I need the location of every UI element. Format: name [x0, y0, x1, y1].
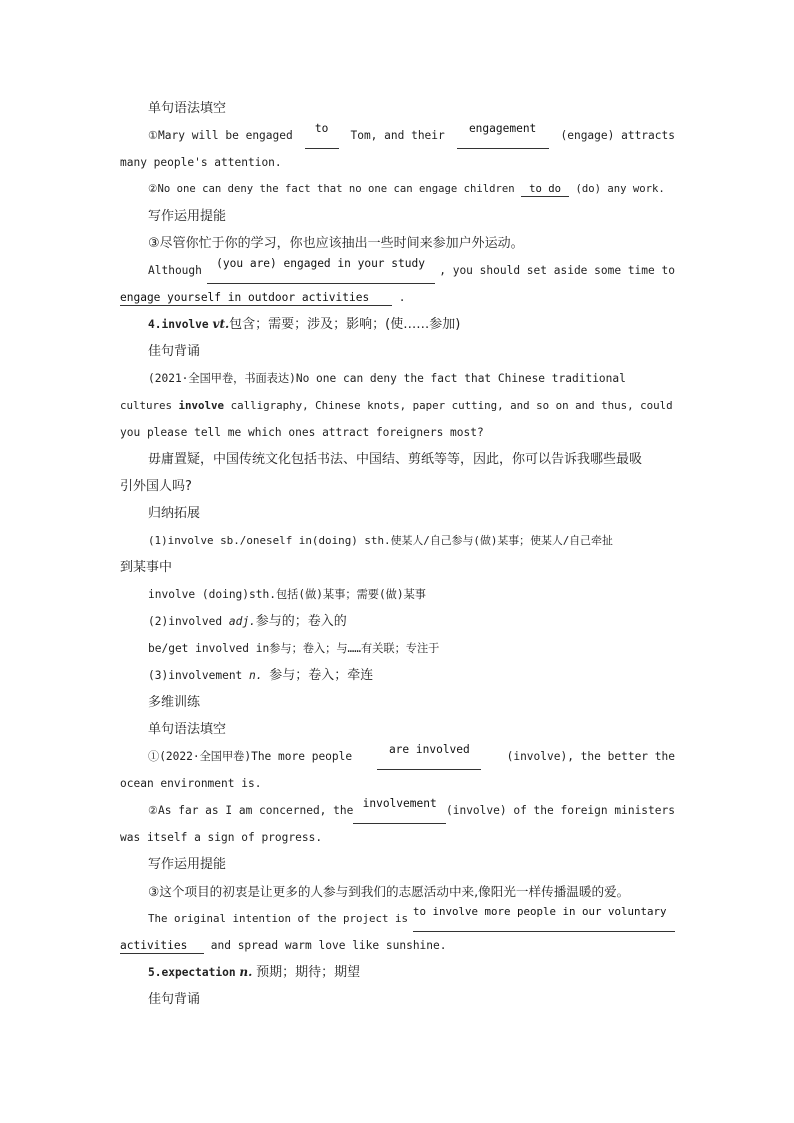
exercise-line: Although (you are) engaged in your study , you should set aside some time to — [120, 257, 675, 284]
document-page — [120, 95, 675, 1013]
expansion-item: be/get involved in参与；卷入；与……有关联；专注于 — [148, 642, 440, 655]
translation: 引外国人吗? — [120, 479, 192, 494]
exercise-line: ②As far as I am concerned, the involvement (involve) of the foreign ministers — [120, 797, 675, 824]
answer-blank: are involved — [377, 743, 481, 770]
example-sentence: cultures involve calligraphy, Chinese knots, paper cutting, and so on and thus, could — [120, 399, 673, 412]
chinese-prompt: ③尽管你忙于你的学习，你也应该抽出一些时间来参加户外运动。 — [148, 236, 524, 251]
answer-blank: activities — [120, 939, 204, 954]
exercise-line: was itself a sign of progress. — [120, 831, 323, 844]
answer-blank: engagement — [457, 122, 549, 149]
exercise-line: ②No one can deny the fact that no one can engage children to do (do) any work. — [148, 183, 665, 195]
answer-blank: to involve more people in our voluntary — [413, 905, 675, 932]
section-heading: 归纳拓展 — [148, 506, 201, 521]
section-heading: 写作运用提能 — [148, 209, 227, 224]
section-heading: 单句语法填空 — [148, 722, 227, 737]
exercise-line: many people's attention. — [120, 156, 282, 169]
exercise-line: ①(2022·全国甲卷)The more people are involved (involve), the better the — [120, 743, 675, 770]
translation: 毋庸置疑，中国传统文化包括书法、中国结、剪纸等等，因此，你可以告诉我哪些最吸 — [148, 452, 643, 467]
section-heading: 写作运用提能 — [148, 857, 227, 872]
exercise-line: ocean environment is. — [120, 777, 262, 790]
section-heading: 单句语法填空 — [148, 101, 227, 116]
example-sentence: you please tell me which ones attract foreigners most? — [120, 426, 484, 439]
expansion-item: involve (doing)sth.包括(做)某事；需要(做)某事 — [148, 588, 426, 601]
chinese-prompt: ③这个项目的初衷是让更多的人参与到我们的志愿活动中来,像阳光一样传播温暖的爱。 — [148, 884, 630, 899]
answer-blank: to — [305, 122, 339, 149]
exercise-line: engage yourself in outdoor activities . — [120, 291, 406, 304]
vocab-entry-heading: 4.involve vt.包含；需要；涉及；影响；(使……参加) — [148, 317, 461, 332]
section-heading: 佳句背诵 — [148, 992, 201, 1007]
answer-blank: (you are) engaged in your study — [207, 257, 435, 284]
example-sentence: (2021·全国甲卷，书面表达)No one can deny the fact that Chinese traditional — [148, 372, 626, 385]
exercise-line: ①Mary will be engaged to Tom, and their engagement (engage) attracts — [120, 122, 675, 149]
expansion-item: (3)involvement n. 参与；卷入；牵连 — [148, 668, 374, 683]
exercise-line: The original intention of the project is to involve more people in our voluntary — [120, 905, 675, 932]
vocab-entry-heading: 5.expectation n. 预期；期待；期望 — [148, 965, 361, 980]
section-heading: 佳句背诵 — [148, 344, 201, 359]
answer-blank: involvement — [353, 797, 446, 824]
answer-blank: engage yourself in outdoor activities — [120, 291, 392, 306]
expansion-item: (1)involve sb./oneself in(doing) sth.使某人/自己参与(做)某事；使某人/自己牵扯 — [148, 534, 613, 547]
expansion-item: 到某事中 — [120, 560, 173, 575]
exercise-line: activities and spread warm love like sunshine. — [120, 939, 447, 952]
answer-blank: to do — [521, 182, 569, 197]
section-heading: 多维训练 — [148, 695, 201, 710]
expansion-item: (2)involved adj.参与的；卷入的 — [148, 614, 347, 629]
